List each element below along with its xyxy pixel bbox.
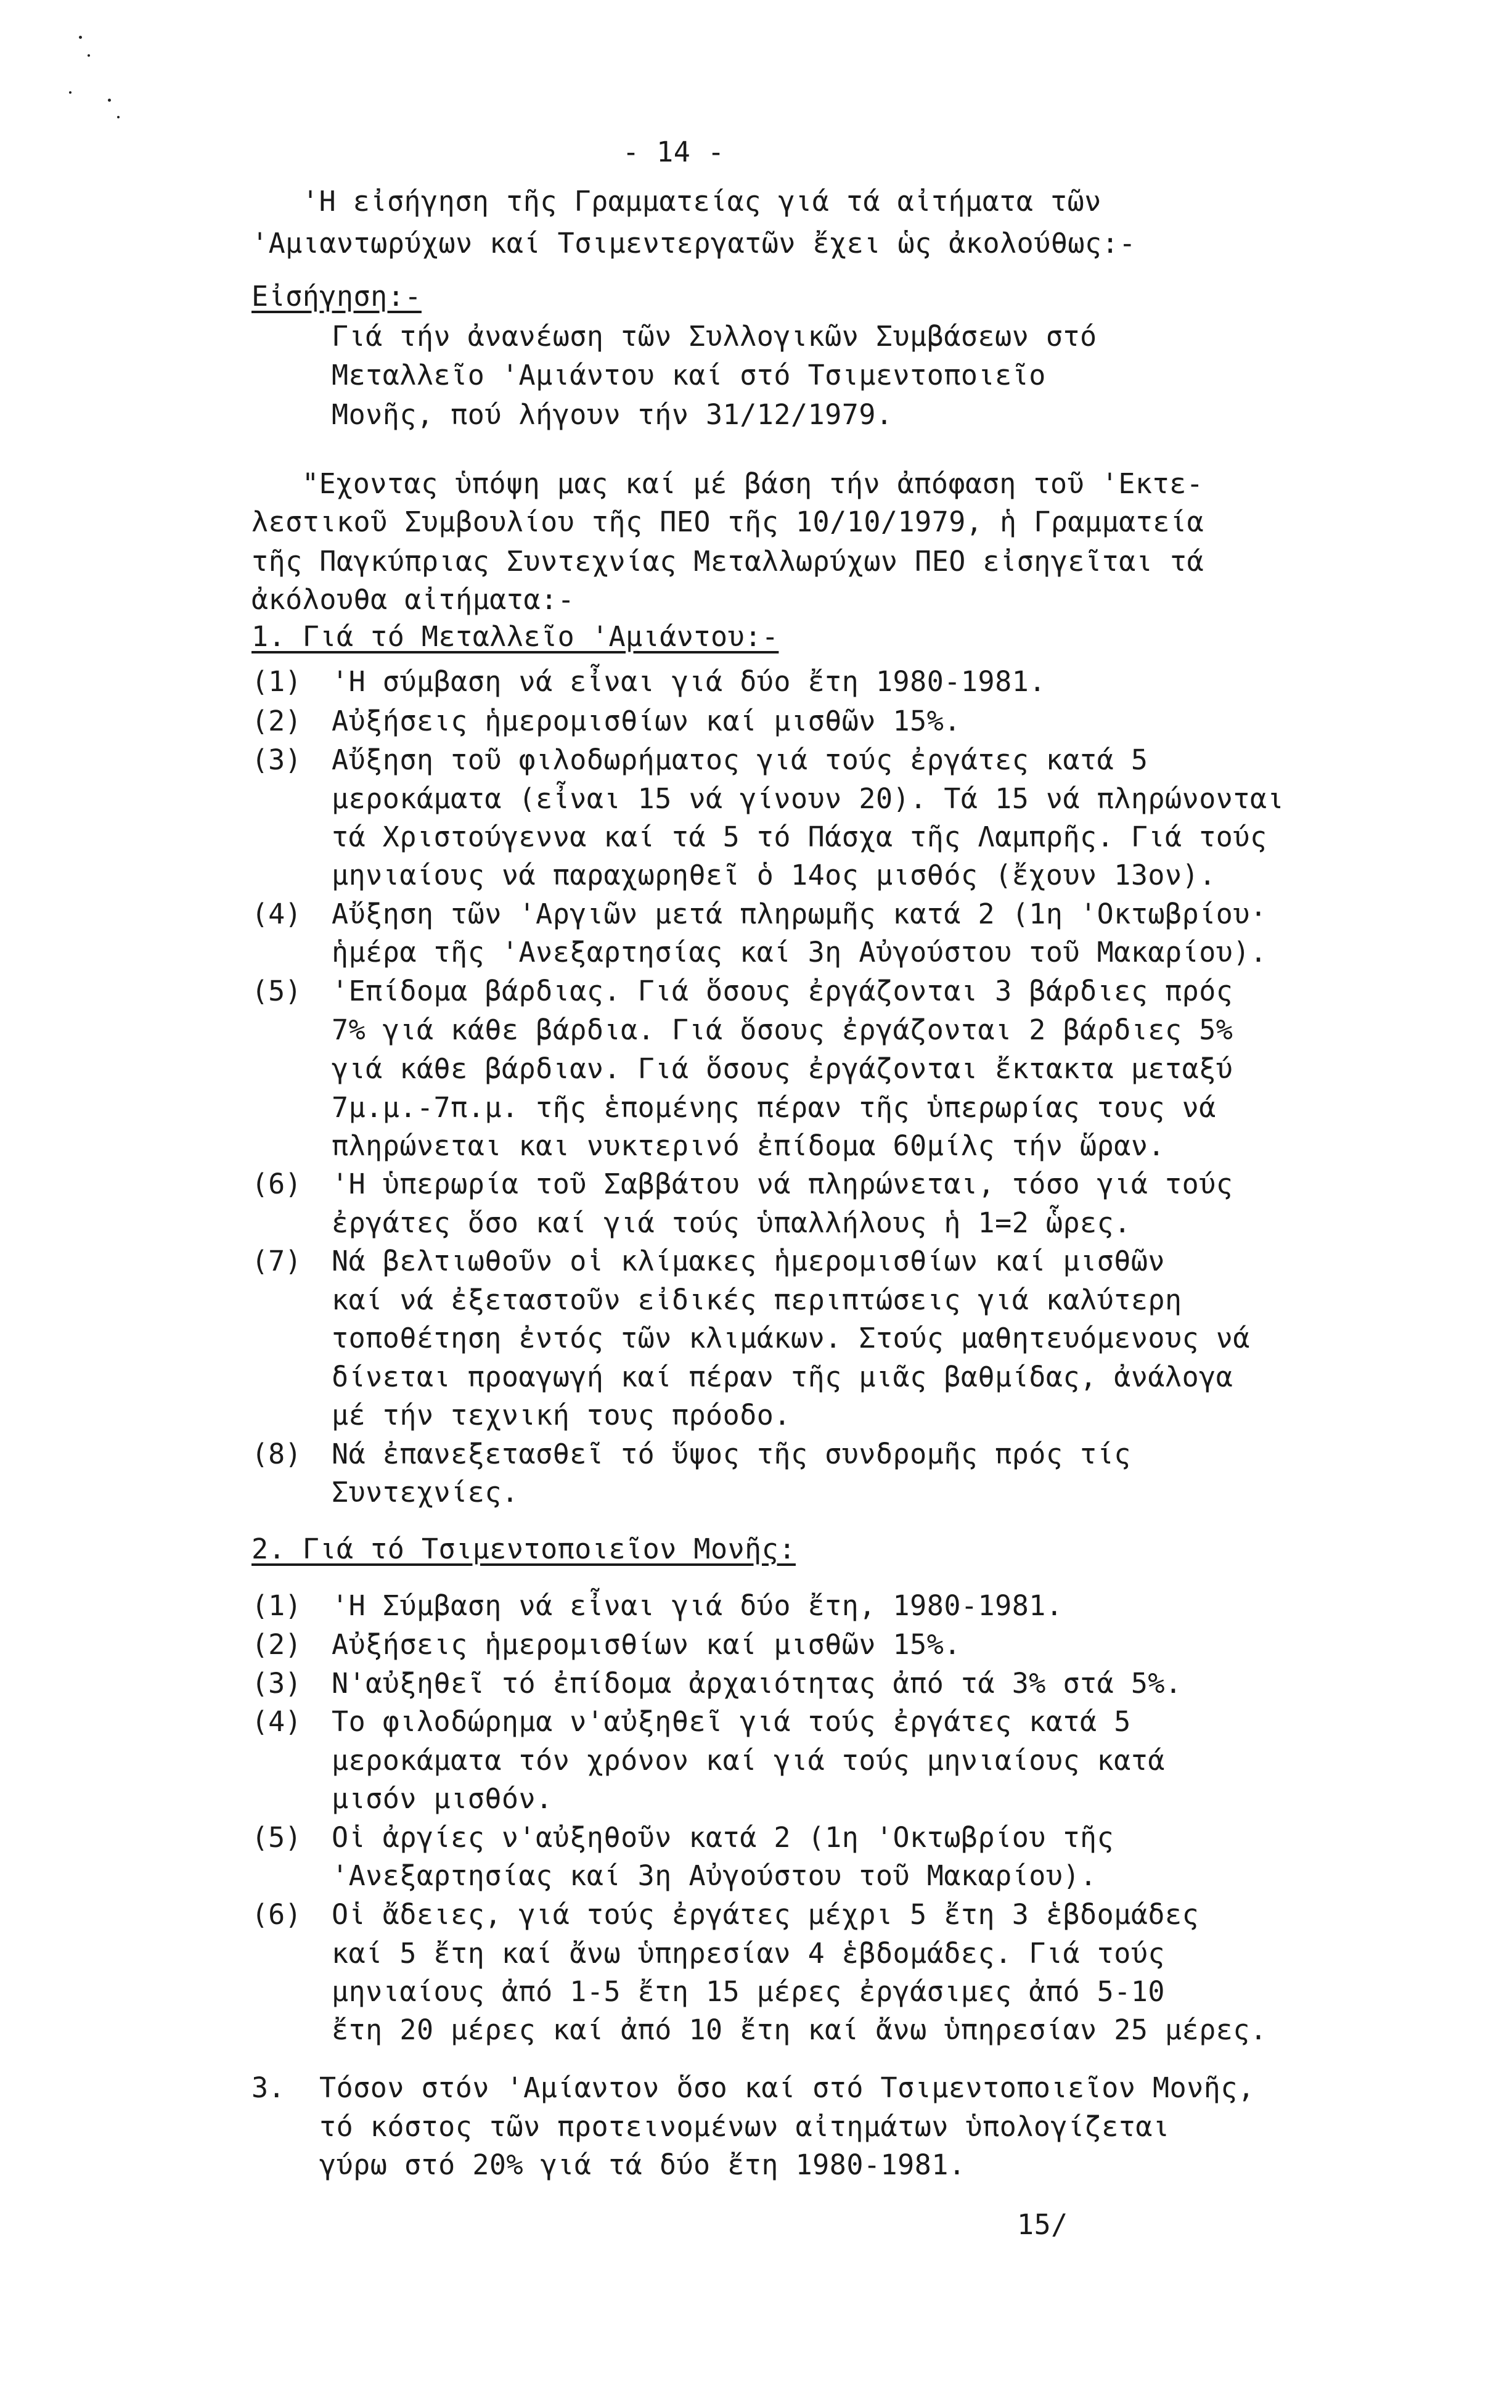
item-line: καί νά ἐξεταστοῦν εἰδικές περιπτώσεις γιά καλύτερη — [332, 1284, 1182, 1316]
item-number: (4) — [251, 898, 302, 930]
item-line: Νά βελτιωθοῦν οἱ κλίμακες ἡμερομισθίων καί μισθῶν — [332, 1245, 1166, 1277]
paragraph-line: λεστικοῦ Συμβουλίου τῆς ΠΕΟ τῆς 10/10/1979, ἡ Γραμματεία — [251, 506, 1204, 538]
item-line: Αὔξηση τοῦ φιλοδωρήματος γιά τούς ἐργάτες κατά 5 — [332, 743, 1148, 776]
item-line: ἡμέρα τῆς 'Ανεξαρτησίας καί 3η Αὐγούστου τοῦ Μακαρίου). — [332, 936, 1267, 969]
item-line: 'Ανεξαρτησίας καί 3η Αὐγούστου τοῦ Μακαρίου). — [332, 1859, 1097, 1892]
item-number: (4) — [251, 1705, 302, 1738]
section-2-heading: 2. Γιά τό Τσιμεντοποιεῖον Μονῆς: — [251, 1533, 796, 1565]
item-line: μέ τήν τεχνική τους πρόοδο. — [332, 1399, 791, 1431]
item-line: μεροκάματα (εἶναι 15 νά γίνουν 20). Τά 15 νά πληρώνονται — [332, 782, 1285, 815]
item-line: δίνεται προαγωγή καί πέραν τῆς μιᾶς βαθμίδας, ἀνάλογα — [332, 1361, 1233, 1393]
item-line: μηνιαίους ἀπό 1-5 ἔτη 15 μέρες ἐργάσιμες ἀπό 5-10 — [332, 1975, 1166, 2008]
item-number: (6) — [251, 1168, 302, 1200]
item-number: (7) — [251, 1245, 302, 1277]
item-line: Αὔξηση τῶν 'Αργιῶν μετά πληρωμῆς κατά 2 (1η 'Οκτωβρίου· — [332, 898, 1267, 930]
scan-speck — [69, 91, 72, 94]
section-3-line: Τόσον στόν 'Αμίαντον ὅσο καί στό Τσιμεντοποιεῖον Μονῆς, — [319, 2071, 1255, 2104]
item-number: (1) — [251, 665, 302, 698]
section-3-number: 3. — [251, 2071, 285, 2104]
scan-speck — [117, 116, 120, 118]
item-line: πληρώνεται και νυκτερινό ἐπίδομα 60μίλς τήν ὥραν. — [332, 1129, 1166, 1162]
item-number: (3) — [251, 1667, 302, 1700]
item-line: Οἱ ἄδειες, γιά τούς ἐργάτες μέχρι 5 ἔτη 3 ἑβδομάδες — [332, 1898, 1199, 1931]
item-line: 'Η ὑπερωρία τοῦ Σαββάτου νά πληρώνεται, τόσο γιά τούς — [332, 1168, 1233, 1200]
section-1-heading: 1. Γιά τό Μεταλλεῖο 'Αμιάντου:- — [251, 620, 779, 653]
item-line: ἐργάτες ὅσο καί γιά τούς ὑπαλλήλους ἡ 1=2 ὧρες. — [332, 1206, 1131, 1239]
item-number: (3) — [251, 743, 302, 776]
item-number: (2) — [251, 705, 302, 737]
item-line: τά Χριστούγεννα καί τά 5 τό Πάσχα τῆς Λαμπρῆς. Γιά τούς — [332, 821, 1267, 853]
item-line: Το φιλοδώρημα ν'αὐξηθεῖ γιά τούς ἐργάτες κατά 5 — [332, 1705, 1131, 1738]
item-line: 'Η σύμβαση νά εἶναι γιά δύο ἔτη 1980-1981. — [332, 665, 1046, 698]
item-number: (8) — [251, 1438, 302, 1470]
item-line: μισόν μισθόν. — [332, 1782, 553, 1815]
item-line: γιά κάθε βάρδιαν. Γιά ὅσους ἐργάζονται ἔκτακτα μεταξύ — [332, 1052, 1233, 1085]
item-line: 7% γιά κάθε βάρδια. Γιά ὅσους ἐργάζονται 2 βάρδιες 5% — [332, 1014, 1233, 1046]
continuation-marker: 15/ — [1017, 2208, 1068, 2241]
item-number: (2) — [251, 1628, 302, 1661]
item-line: 'Η Σύμβαση νά εἶναι γιά δύο ἔτη, 1980-1981. — [332, 1589, 1063, 1622]
item-line: 'Επίδομα βάρδιας. Γιά ὅσους ἐργάζονται 3 βάρδιες πρός — [332, 975, 1233, 1007]
item-number: (5) — [251, 975, 302, 1007]
section-3-line: τό κόστος τῶν προτεινομένων αἰτημάτων ὑπολογίζεται — [319, 2110, 1170, 2143]
item-line: Αὐξήσεις ἡμερομισθίων καί μισθῶν 15%. — [332, 705, 961, 737]
item-line: 7μ.μ.-7π.μ. τῆς ἑπομένης πέραν τῆς ὑπερωρίας τους νά — [332, 1091, 1216, 1124]
item-line: μηνιαίους νά παραχωρηθεῖ ὁ 14ος μισθός (ἔχουν 13ον). — [332, 859, 1216, 891]
eisigisi-line: Μεταλλεῖο 'Αμιάντου καί στό Τσιμεντοποιεῖο — [332, 359, 1046, 391]
page-number: - 14 - — [623, 136, 725, 168]
scan-speck — [108, 99, 111, 102]
item-line: Νά ἐπανεξετασθεῖ τό ὕψος τῆς συνδρομῆς πρός τίς — [332, 1438, 1131, 1470]
item-line: τοποθέτηση ἐντός τῶν κλιμάκων. Στούς μαθητευόμενους νά — [332, 1322, 1250, 1354]
scan-speck — [79, 36, 82, 39]
item-line: Ν'αὐξηθεῖ τό ἐπίδομα ἀρχαιότητας ἀπό τά 3% στά 5%. — [332, 1667, 1182, 1700]
item-line: μεροκάματα τόν χρόνον καί γιά τούς μηνιαίους κατά — [332, 1744, 1166, 1777]
scan-speck — [88, 54, 90, 57]
item-line: Οἱ ἀργίες ν'αὐξηθοῦν κατά 2 (1η 'Οκτωβρίου τῆς — [332, 1821, 1114, 1854]
paragraph-line: τῆς Παγκύπριας Συντεχνίας Μεταλλωρύχων ΠΕΟ εἰσηγεῖται τά — [251, 545, 1204, 578]
paragraph-line: "Εχοντας ὑπόψη μας καί μέ βάση τήν ἀπόφαση τοῦ 'Εκτε- — [302, 467, 1204, 500]
intro-line: 'Η εἰσήγηση τῆς Γραμματείας γιά τά αἰτήματα τῶν — [302, 185, 1101, 218]
item-number: (1) — [251, 1589, 302, 1622]
item-line: Αὐξήσεις ἡμερομισθίων καί μισθῶν 15%. — [332, 1628, 961, 1661]
item-line: Συντεχνίες. — [332, 1476, 519, 1509]
item-line: ἔτη 20 μέρες καί ἀπό 10 ἔτη καί ἄνω ὑπηρεσίαν 25 μέρες. — [332, 2013, 1267, 2046]
eisigisi-line: Γιά τήν ἀνανέωση τῶν Συλλογικῶν Συμβάσεων στό — [332, 320, 1097, 353]
item-number: (5) — [251, 1821, 302, 1854]
eisigisi-heading: Εἰσήγηση:- — [251, 280, 422, 313]
item-line: καί 5 ἔτη καί ἄνω ὑπηρεσίαν 4 ἑβδομάδες. Γιά τούς — [332, 1937, 1166, 1970]
paragraph-line: ἀκόλουθα αἰτήματα:- — [251, 583, 575, 616]
eisigisi-line: Μονῆς, πού λήγουν τήν 31/12/1979. — [332, 398, 893, 431]
intro-line: 'Αμιαντωρύχων καί Τσιμεντεργατῶν ἔχει ὡς ἀκολούθως:- — [251, 227, 1136, 260]
section-3-line: γύρω στό 20% γιά τά δύο ἔτη 1980-1981. — [319, 2148, 966, 2181]
item-number: (6) — [251, 1898, 302, 1931]
